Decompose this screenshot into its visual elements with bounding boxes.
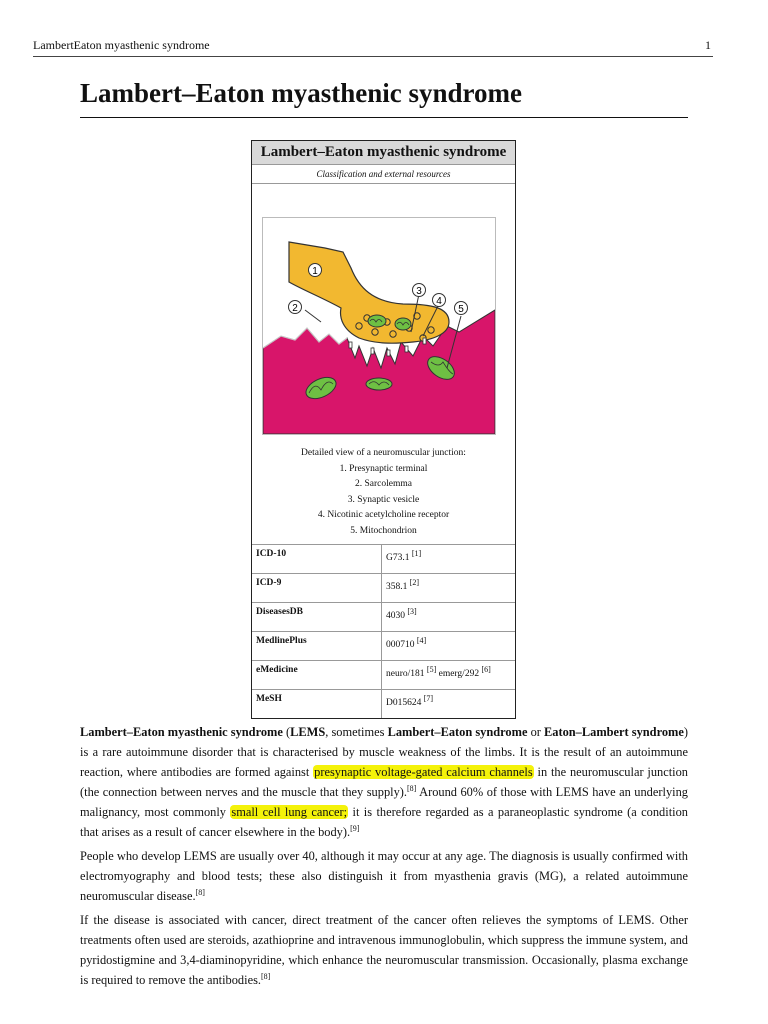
title-rule (80, 117, 688, 118)
article-body (80, 722, 688, 994)
label-3: 3 (416, 286, 422, 297)
caption-line: Detailed view of a neuromuscular junction: (301, 448, 466, 458)
text-run: or (527, 725, 544, 739)
ref-link[interactable]: [8] (261, 971, 271, 981)
article-title: Lambert–Eaton myasthenic syndrome (80, 78, 522, 108)
ref-link[interactable]: [8] (407, 783, 417, 793)
bold-term: Lambert–Eaton myasthenic syndrome (80, 725, 283, 739)
ref-link[interactable]: [2] (409, 577, 420, 587)
text-run: If the disease is associated with cancer, direct treatment of the cancer often relieves the symptoms of LEMS. Other treatments often used are steroids, azathioprine and intravenous immunoglobulin, which suppress the immune system, and pyridostigmine and 3,4-diaminopyridine, which enhance the neuromuscular transmission. Occasionally, plasma exchange is required to remove the antibodies. (80, 913, 688, 987)
paragraph-treatment (80, 910, 688, 990)
text-run: People who develop LEMS are usually over 40, although it may occur at any age. The diagnosis is usually confirmed with electromyography and blood tests; these also distinguish it from myasthenia gravis (MG), a related autoimmune neuromuscular disease. (80, 849, 688, 903)
infobox-subtitle: Classification and external resources (252, 165, 515, 184)
neuromuscular-junction-diagram[interactable] (262, 217, 496, 435)
infobox-figure-cell (252, 184, 515, 545)
ref-link[interactable]: [6] (481, 664, 491, 674)
row-value (382, 690, 515, 718)
row-value (382, 603, 515, 631)
row-key: ICD-9 (252, 574, 382, 602)
code-link[interactable]: G73.1 (386, 553, 410, 563)
text-run: , sometimes (325, 725, 388, 739)
row-key: DiseasesDB (252, 603, 382, 631)
label-5: 5 (458, 304, 464, 315)
text-run: in the neuromuscular junction (the connection between nerves and the muscle that they supply). (80, 765, 688, 799)
paragraph-intro (80, 722, 688, 842)
label-4: 4 (436, 296, 442, 307)
row-key: ICD-10 (252, 545, 382, 573)
highlighted-text[interactable]: presynaptic voltage-gated calcium channels (314, 765, 533, 779)
ref-link[interactable]: [5] (426, 664, 437, 674)
paragraph-diagnosis (80, 846, 688, 906)
code-link[interactable]: 358.1 (386, 582, 408, 592)
running-header: LambertEaton myasthenic syndrome (33, 38, 210, 52)
ref-link[interactable]: [1] (411, 548, 422, 558)
row-value (382, 661, 515, 689)
infobox-row-diseasesdb (252, 603, 515, 632)
label-2: 2 (292, 303, 298, 314)
text-run: ( (282, 725, 291, 739)
text-run: Around 60% of those with LEMS have an underlying malignancy, most commonly (80, 785, 688, 819)
infobox-row-emedicine (252, 661, 515, 690)
ref-link[interactable]: [8] (195, 887, 205, 897)
code-link[interactable]: neuro/181 (386, 669, 425, 679)
bold-term: Lambert–Eaton syndrome (387, 725, 528, 739)
caption-line: 4. Nicotinic acetylcholine receptor (317, 510, 450, 521)
infobox (251, 140, 516, 719)
nmj-svg (263, 218, 495, 434)
infobox-title: Lambert–Eaton myasthenic syndrome (252, 141, 515, 165)
infobox-row-icd9 (252, 574, 515, 603)
figure-caption (252, 446, 515, 540)
label-1: 1 (312, 266, 318, 277)
caption-line: 5. Mitochondrion (350, 525, 417, 536)
row-value (382, 574, 515, 602)
row-value (382, 545, 515, 573)
row-key: MedlinePlus (252, 632, 382, 660)
ref-link[interactable]: [4] (416, 635, 427, 645)
text-run: it is therefore regarded as a paraneoplastic syndrome (a condition that arises as a result of cancer elsewhere in the body). (80, 805, 688, 839)
code-link[interactable]: 4030 (386, 611, 405, 621)
ref-link[interactable]: [3] (407, 606, 417, 616)
row-key: MeSH (252, 690, 382, 718)
row-value (382, 632, 515, 660)
ref-link[interactable]: [7] (423, 693, 434, 703)
page-number: 1 (705, 38, 711, 52)
text-run: ) is a rare autoimmune disorder that is characterised by muscle weakness of the limbs. It is the result of an autoimmune reaction, where antibodies are formed against (80, 725, 689, 779)
infobox-row-icd10 (252, 545, 515, 574)
infobox-row-medlineplus (252, 632, 515, 661)
ref-link[interactable]: [9] (350, 823, 360, 833)
highlighted-text[interactable]: small cell lung cancer; (231, 805, 348, 819)
row-key: eMedicine (252, 661, 382, 689)
code-link[interactable]: D015624 (386, 698, 422, 708)
caption-line: 1. Presynaptic terminal (339, 463, 428, 474)
bold-term: LEMS (290, 725, 326, 739)
header-rule (33, 56, 713, 57)
code-link[interactable]: 000710 (386, 640, 415, 650)
caption-line: 2. Sarcolemma (355, 479, 412, 490)
caption-line: 3. Synaptic vesicle (347, 494, 420, 505)
code-link[interactable]: emerg/292 (438, 669, 480, 679)
infobox-row-mesh (252, 690, 515, 718)
bold-term: Eaton–Lambert syndrome (544, 725, 684, 739)
